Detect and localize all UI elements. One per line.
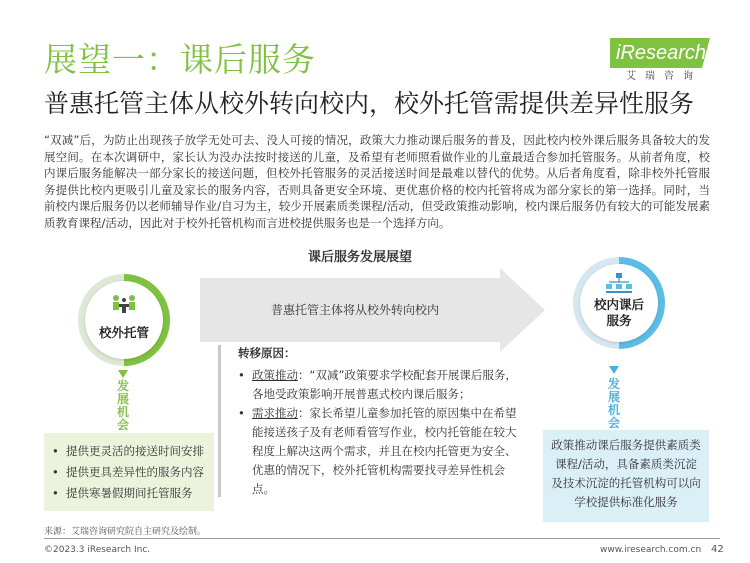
on-campus-label-line1: 校内课后: [593, 297, 644, 312]
reasons-list: [238, 366, 518, 499]
off-campus-inner: [85, 281, 163, 359]
left-down-arrow-icon: [118, 370, 128, 378]
opportunity-item: • 提供更具差异性的服务内容: [52, 462, 206, 483]
off-campus-node: [78, 274, 170, 366]
reason-text: ：“双减”政策要求学校配套开展课后服务，各地受政策影响开展普惠式校内课后服务；: [252, 368, 517, 401]
on-campus-label-line2: 服务: [606, 313, 632, 328]
vertical-char: 发: [116, 379, 129, 393]
opportunity-item: • 提供寒暑假期间托管服务: [52, 483, 206, 504]
off-campus-label: 校外托管: [98, 325, 149, 340]
left-opportunity-vertical-label: [116, 380, 130, 432]
logo-tagline: 艾瑞咨询: [626, 71, 702, 82]
vertical-char: 会: [116, 418, 129, 432]
opportunity-item: • 提供更灵活的接送时间安排: [52, 441, 206, 462]
vertical-char: 机: [116, 405, 129, 419]
on-campus-opportunity-box: 政策推动课后服务提供素质类课程/活动，具备素质类沉淀及技术沉淀的托管机构可以向学校提供标准化服务: [543, 430, 709, 522]
right-opportunity-vertical-label: [607, 378, 621, 430]
on-campus-inner: [580, 264, 658, 342]
right-down-arrow-icon: [609, 366, 619, 374]
vertical-char: 会: [607, 416, 620, 430]
arrow-label: 普惠托管主体将从校外转向校内: [270, 303, 439, 317]
diagram-title: 课后服务发展展望: [308, 250, 413, 265]
vertical-char: 机: [607, 403, 620, 417]
vertical-char: 展: [116, 392, 129, 406]
website-link: www.iresearch.com.cn: [600, 545, 702, 555]
footer-divider: [44, 538, 720, 539]
iresearch-logo: [610, 38, 712, 86]
reason-item: [238, 404, 518, 499]
off-campus-opportunities-box: [44, 433, 214, 511]
logo-brand: iResearch: [616, 42, 707, 64]
intro-paragraph: “双减”后，为防止出现孩子放学无处可去、没人可接的情况，政策大力推动课后服务的普及，因此校内校外课后服务具备较大的发展空间。在本次调研中，家长认为没办法按时接送的儿童，及希望有老师照看做作业的儿童最适合参加托管服务。从前者角度，校内课后服务能解决一部分家长的接送问题，但校外托管服务的灵活接送时间是最难以替代的优势。从后者角度看，除非校外托管服务提供比校内更吸引儿童及家长的服务内容，否则具备更安全环境、更优惠价格的校内托管将成为部分家长的第一选择。同时，当前校内课后服务仍以老师辅导作业/自习为主，较少开展素质类课程/活动，但受政策推动影响，校内课后服务仍有较大的可能发展素质教育课程/活动，因此对于校外托管机构而言进校提供服务也是一个选择方向。: [44, 133, 710, 230]
page-number: 42: [711, 544, 724, 555]
reason-key: 需求推动: [252, 406, 298, 420]
page-subtitle: 普惠托管主体从校外转向校内，校外托管需提供差异性服务: [44, 89, 695, 118]
source-note: 来源：艾瑞咨询研究院自主研究及绘制。: [44, 527, 207, 537]
page-title: 展望一：课后服务: [44, 40, 316, 79]
vertical-char: 发: [607, 377, 620, 391]
on-campus-node: [573, 257, 665, 349]
reason-text: ：家长希望儿童参加托管的原因集中在希望能接送孩子及有老师看管写作业，校内托管能在较大程度上解决这两个需求，并且在校内托管更为安全、优惠的情况下，校外托管机构需要找寻差异性机会点。: [252, 406, 517, 496]
school-organization-icon: [605, 272, 633, 296]
reason-key: 政策推动: [252, 368, 298, 382]
classroom-people-icon: [110, 293, 138, 317]
reason-item: [238, 366, 518, 404]
vertical-char: 展: [607, 390, 620, 404]
reasons-title: 转移原因：: [238, 346, 296, 360]
reasons-divider: [218, 345, 221, 497]
copyright: ©2023.3 iResearch Inc.: [44, 545, 151, 555]
